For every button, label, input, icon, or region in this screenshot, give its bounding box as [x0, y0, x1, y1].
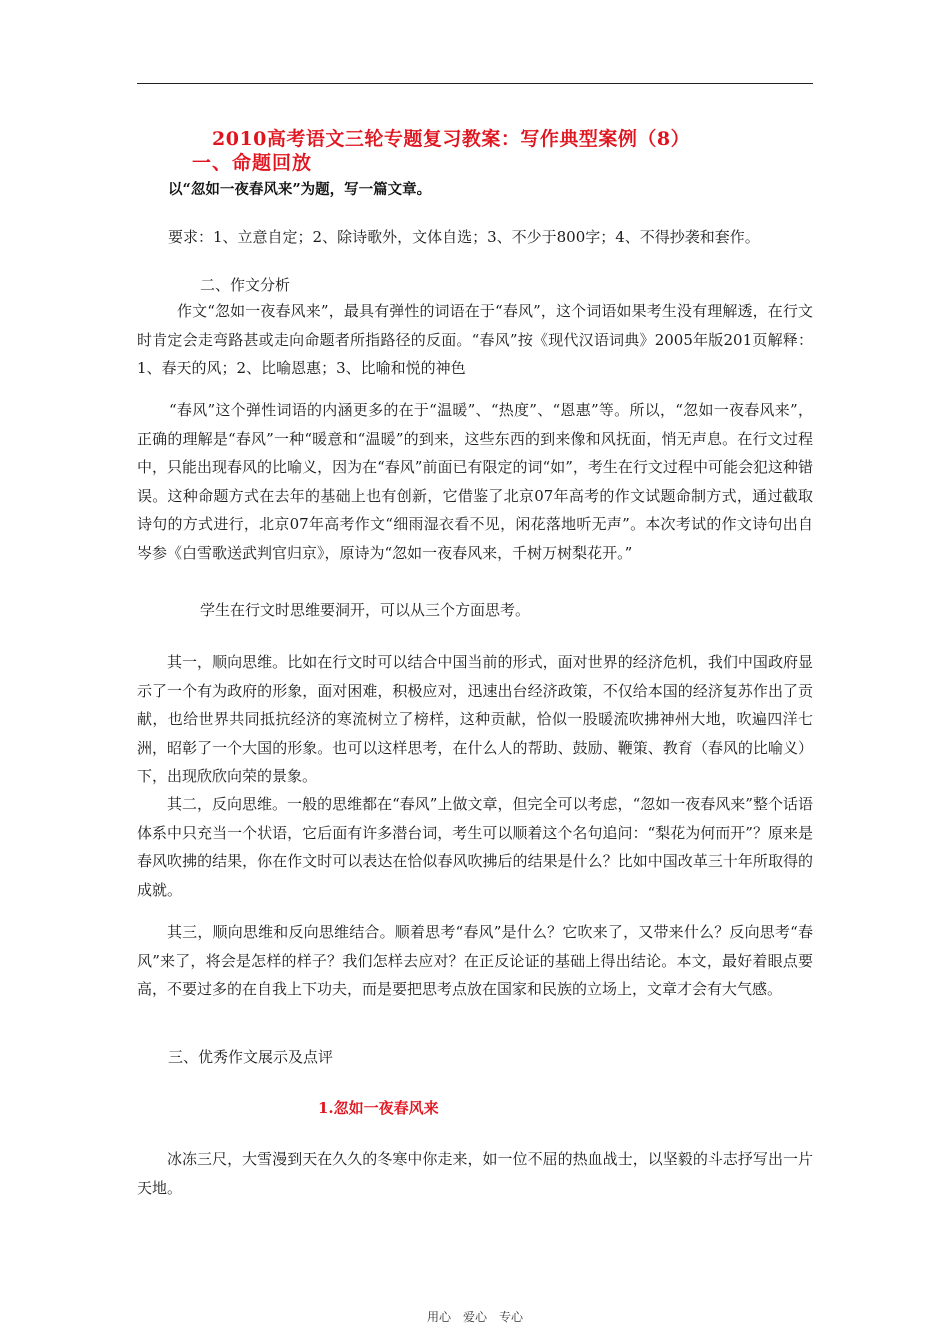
analysis-paragraph-2: “春风”这个弹性词语的内涵更多的在于“温暖”、“热度”、“恩惠”等。所以，“忽如一夜春风来”，正确的理解是“春风”一种“暖意和“温暖”的到来，这些东西的到来像和风抚面，悄无声息。在行文过程中，只能出现春风的比喻义，因为在“春风”前面已有限定的词“如”，考生在行文过程中可能会犯这种错误。这种命题方式在去年的基础上也有创新，它借鉴了北京07年高考的作文试题命制方式，通过截取诗句的方式进行，北京07年高考作文“细雨湿衣看不见，闲花落地听无声”。本次考试的作文诗句出自岑参《白雪歌送武判官归京》，原诗为“忽如一夜春风来，千树万树梨花开。” — [137, 401, 813, 562]
thinking-intro: 学生在行文时思维要洞开，可以从三个方面思考。 — [200, 601, 531, 619]
section-heading-1: 一、命题回放 — [192, 152, 313, 174]
essay-paragraph-1: 冰冻三尺，大雪漫到天在久久的冬寒中你走来，如一位不屈的热血战士，以坚毅的斗志抒写出一片天地。 — [137, 1150, 813, 1197]
essay-prompt: 以“忽如一夜春风来”为题，写一篇文章。 — [168, 181, 432, 198]
page-footer: 用心 爱心 专心 — [426, 1310, 523, 1324]
point-paragraph-2: 其二，反向思维。一般的思维都在“春风”上做文章，但完全可以考虑，“忽如一夜春风来”整个话语体系中只充当一个状语，它后面有许多潜台词，考生可以顺着这个名句追问：“梨花为何而开”？原来是春风吹拂的结果，你在作文时可以表达在恰似春风吹拂后的结果是什么？比如中国改革三十年所取得的成就。 — [137, 795, 813, 899]
requirements-text: 要求：1、立意自定；2、除诗歌外，文体自选；3、不少于800字；4、不得抄袭和套作。 — [168, 228, 760, 246]
point-paragraph-1: 其一，顺向思维。比如在行文时可以结合中国当前的形式，面对世界的经济危机，我们中国政府显示了一个有为政府的形象，面对困难，积极应对，迅速出台经济政策，不仅给本国的经济复苏作出了贡献，也给世界共同抵抗经济的寒流树立了榜样，这种贡献，恰似一股暖流吹拂神州大地，吹遍四洋七洲，昭彰了一个大国的形象。也可以这样思考，在什么人的帮助、鼓励、鞭策、教育（春风的比喻义）下，出现欣欣向荣的景象。 — [137, 653, 813, 785]
document-title: 2010高考语文三轮专题复习教案：写作典型案例（8） — [212, 128, 691, 150]
analysis-paragraph-1: 作文“忽如一夜春风来”，最具有弹性的词语在于“春风”，这个词语如果考生没有理解透，在行文时肯定会走弯路甚或走向命题者所指路径的反面。“春风”按《现代汉语词典》2005年版201页解释：1、春天的风；2、比喻恩惠；3、比喻和悦的神色 — [137, 302, 813, 377]
point-paragraph-3: 其三，顺向思维和反向思维结合。顺着思考“春风”是什么？它吹来了，又带来什么？反向思考“春风”来了，将会是怎样的样子？我们怎样去应对？在正反论证的基础上得出结论。本文，最好着眼点要高，不要过多的在自我上下功夫，而是要把思考点放在国家和民族的立场上，文章才会有大气感。 — [137, 923, 813, 998]
section-heading-2: 二、作文分析 — [200, 276, 291, 294]
essay-title: 1.忽如一夜春风来 — [318, 1099, 439, 1117]
section-heading-3: 三、优秀作文展示及点评 — [168, 1048, 334, 1066]
header-rule — [137, 83, 813, 84]
